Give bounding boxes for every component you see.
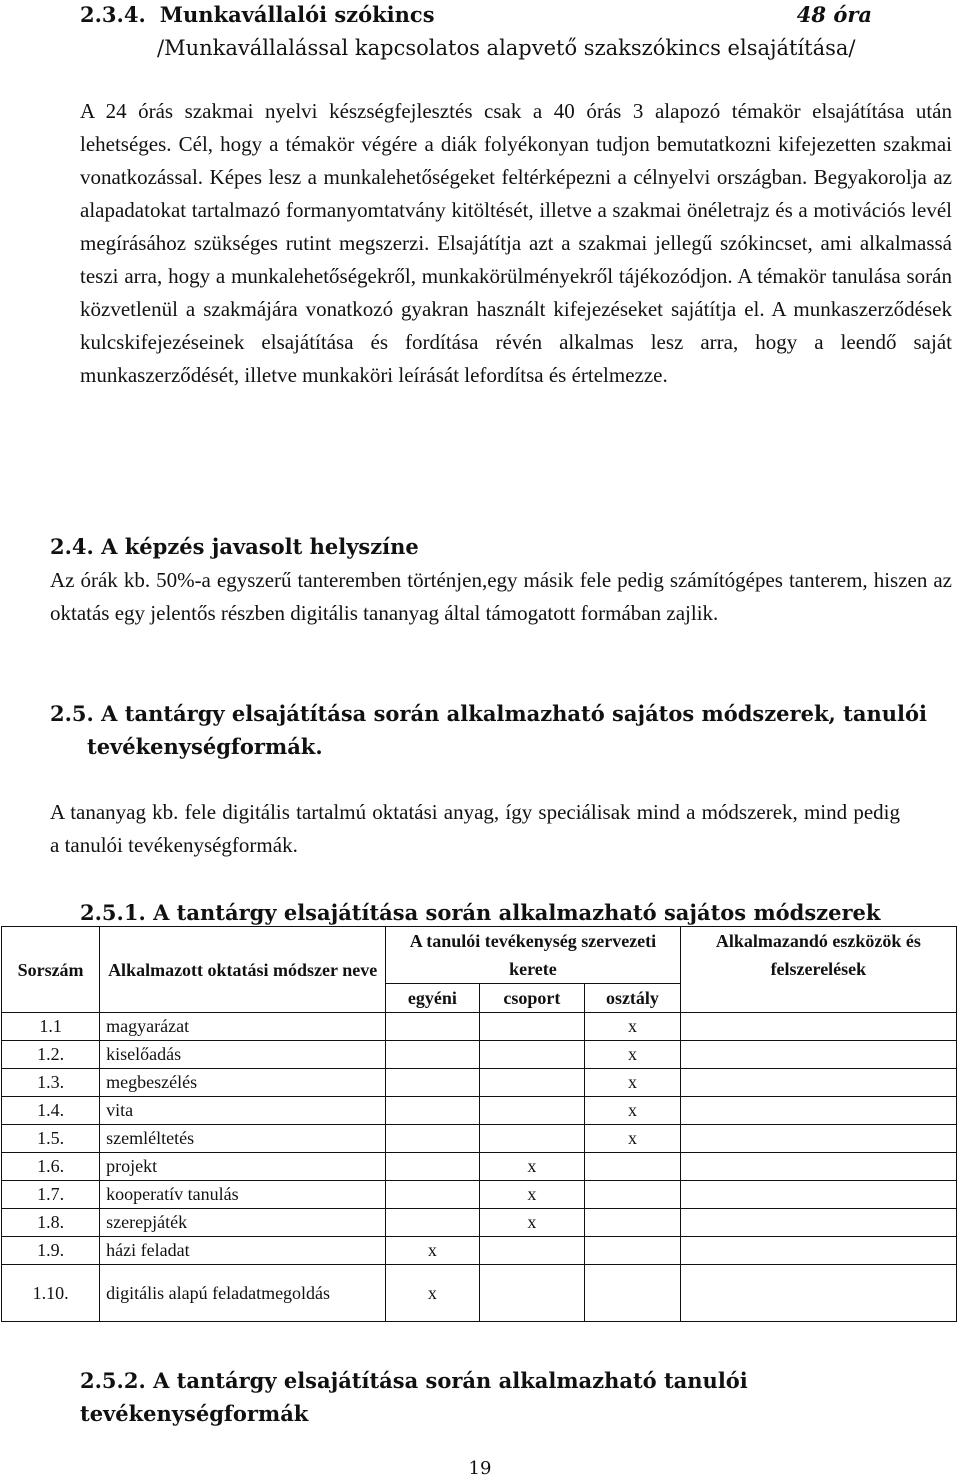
row-number: 1.3.	[2, 1069, 100, 1097]
row-method: kiselőadás	[100, 1041, 386, 1069]
row-egyeni	[386, 1181, 480, 1209]
row-osztaly: x	[585, 1097, 681, 1125]
row-number: 1.6.	[2, 1153, 100, 1181]
row-number: 1.4.	[2, 1097, 100, 1125]
row-number: 1.5.	[2, 1125, 100, 1153]
row-egyeni	[386, 1097, 480, 1125]
row-tools	[680, 1041, 956, 1069]
table-row	[2, 1153, 957, 1181]
section-252-heading: 2.5.2. A tantárgy elsajátítása során alkalmazható tanulói tevékenységformák	[80, 1368, 748, 1426]
row-csoport	[479, 1265, 584, 1322]
row-csoport	[479, 1125, 584, 1153]
row-csoport	[479, 1097, 584, 1125]
row-method: magyarázat	[100, 1013, 386, 1041]
row-csoport: x	[479, 1181, 584, 1209]
table-row	[2, 1125, 957, 1153]
row-tools	[680, 1209, 956, 1237]
table-row	[2, 1181, 957, 1209]
section-234-hours: 48 óra	[796, 2, 872, 27]
row-osztaly: x	[585, 1041, 681, 1069]
row-csoport	[479, 1013, 584, 1041]
row-egyeni	[386, 1069, 480, 1097]
row-tools	[680, 1069, 956, 1097]
row-osztaly	[585, 1153, 681, 1181]
row-tools	[680, 1181, 956, 1209]
table-row	[2, 1041, 957, 1069]
header-osztaly: osztály	[585, 984, 681, 1013]
header-csoport: csoport	[479, 984, 584, 1013]
row-osztaly	[585, 1181, 681, 1209]
header-sorszam: Sorszám	[2, 927, 100, 1013]
header-activity: A tanulói tevékenység szervezeti kerete	[386, 927, 681, 984]
section-25-heading-line2: tevékenységformák.	[87, 734, 323, 759]
section-234-title: Munkavállalói szókincs	[159, 2, 435, 27]
row-tools	[680, 1237, 956, 1265]
row-csoport: x	[479, 1209, 584, 1237]
row-number: 1.1	[2, 1013, 100, 1041]
row-method: digitális alapú feladatmegoldás	[100, 1265, 386, 1322]
page-number: 19	[468, 1458, 492, 1479]
table-row	[2, 1209, 957, 1237]
row-tools	[680, 1265, 956, 1322]
row-csoport	[479, 1069, 584, 1097]
row-number: 1.10.	[2, 1265, 100, 1322]
table-row	[2, 1237, 957, 1265]
table-row	[2, 1265, 957, 1322]
row-tools	[680, 1125, 956, 1153]
section-234-title-row	[80, 0, 880, 30]
row-number: 1.2.	[2, 1041, 100, 1069]
section-24-heading: 2.4. A képzés javasolt helyszíne	[50, 534, 419, 559]
row-osztaly	[585, 1209, 681, 1237]
row-method: megbeszélés	[100, 1069, 386, 1097]
row-egyeni	[386, 1153, 480, 1181]
row-osztaly: x	[585, 1013, 681, 1041]
row-csoport	[479, 1041, 584, 1069]
row-number: 1.8.	[2, 1209, 100, 1237]
row-number: 1.9.	[2, 1237, 100, 1265]
row-osztaly	[585, 1265, 681, 1322]
row-method: vita	[100, 1097, 386, 1125]
table-row	[2, 1097, 957, 1125]
header-method: Alkalmazott oktatási módszer neve	[100, 927, 386, 1013]
section-25-paragraph: A tananyag kb. fele digitális tartalmú oktatási anyag, így speciálisak mind a módszerek, mind pedig a tanulói tevékenységformák.	[50, 800, 900, 857]
row-csoport	[479, 1237, 584, 1265]
section-24-paragraph: Az órák kb. 50%-a egyszerű tanteremben történjen,egy másik fele pedig számítógépes tanterem, hiszen az oktatás egy jelentős részben digitális tananyag által támogatott formában zajlik.	[50, 568, 952, 625]
row-method: szerepjáték	[100, 1209, 386, 1237]
row-tools	[680, 1097, 956, 1125]
section-234-subtitle: /Munkavállalással kapcsolatos alapvető szakszókincs elsajátítása/	[157, 36, 856, 60]
row-method: projekt	[100, 1153, 386, 1181]
header-egyeni: egyéni	[386, 984, 480, 1013]
row-tools	[680, 1013, 956, 1041]
header-tools: Alkalmazandó eszközök és felszerelések	[680, 927, 956, 1013]
row-method: kooperatív tanulás	[100, 1181, 386, 1209]
section-251-heading: 2.5.1. A tantárgy elsajátítása során alkalmazható sajátos módszerek	[80, 900, 881, 925]
row-number: 1.7.	[2, 1181, 100, 1209]
row-osztaly: x	[585, 1125, 681, 1153]
table-row	[2, 1013, 957, 1041]
table-row	[2, 1069, 957, 1097]
row-egyeni	[386, 1013, 480, 1041]
row-egyeni: x	[386, 1237, 480, 1265]
section-234-number: 2.3.4.	[80, 2, 146, 27]
row-osztaly: x	[585, 1069, 681, 1097]
row-method: házi feladat	[100, 1237, 386, 1265]
row-egyeni	[386, 1125, 480, 1153]
section-25-heading-line1: 2.5. A tantárgy elsajátítása során alkalmazható sajátos módszerek, tanulói	[50, 701, 927, 726]
methods-table	[1, 926, 957, 1322]
row-csoport: x	[479, 1153, 584, 1181]
section-234-paragraph: A 24 órás szakmai nyelvi készségfejlesztés csak a 40 órás 3 alapozó témakör elsajátítása után lehetséges. Cél, hogy a témakör végére a diák folyékonyan tudjon bemutatkozni kifejezetten szakmai vonatkozással. Képes lesz a munkalehetőségeket feltérképezni a célnyelvi országban. Begyakorolja az alapadatokat tartalmazó formanyomtatvány kitöltését, illetve a szakmai önéletrajz és a motivációs levél megírásához szükséges rutint megszerzi. Elsajátítja azt a szakmai jellegű szókincset, ami alkalmassá teszi arra, hogy a munkalehetőségekről, munkakörülményekről tájékozódjon. A témakör tanulása során közvetlenül a szakmájára vonatkozó gyakran használt kifejezéseket sajátítja el. A munkaszerződések kulcskifejezéseinek elsajátítása és fordítása révén alkalmas lesz arra, hogy a leendő saját munkaszerződését, illetve munkaköri leírását lefordítsa és értelmezze.	[80, 99, 952, 387]
row-osztaly	[585, 1237, 681, 1265]
row-egyeni	[386, 1209, 480, 1237]
row-egyeni	[386, 1041, 480, 1069]
row-method: szemléltetés	[100, 1125, 386, 1153]
row-egyeni: x	[386, 1265, 480, 1322]
row-tools	[680, 1153, 956, 1181]
